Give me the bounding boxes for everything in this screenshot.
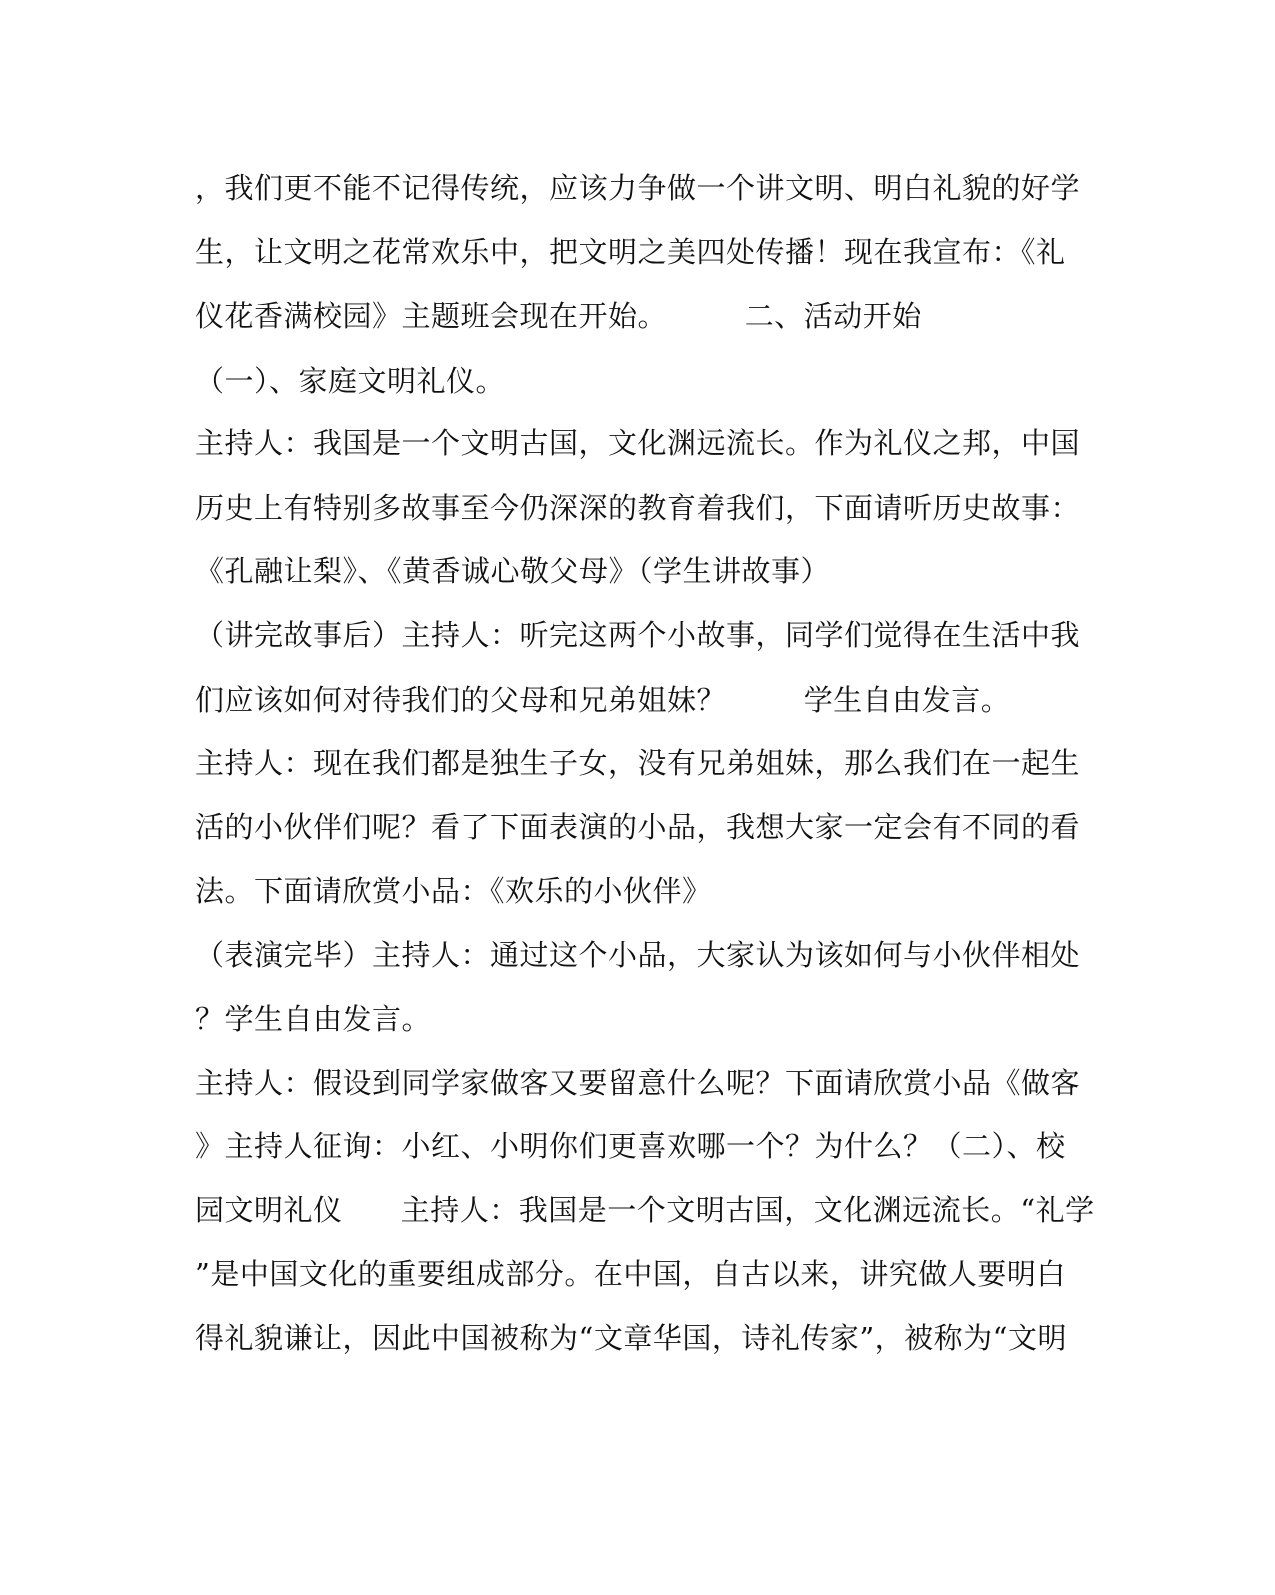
text-line: 得礼貌谦让，因此中国被称为“文章华国，诗礼传家”，被称为“文明 bbox=[195, 1321, 1067, 1355]
text-line: 活的小伙伴们呢？看了下面表演的小品，我想大家一定会有不同的看 bbox=[195, 810, 1081, 844]
text-line: 《孔融让梨》、《黄香诚心敬父母》（学生讲故事） bbox=[195, 554, 831, 588]
text-line: 生，让文明之花常欢乐中，把文明之美四处传播！现在我宣布：《礼 bbox=[195, 235, 1066, 269]
text-line: ”是中国文化的重要组成部分。在中国，自古以来，讲究做人要明白 bbox=[195, 1257, 1066, 1291]
text-line: ，我们更不能不记得传统，应该力争做一个讲文明、明白礼貌的好学 bbox=[195, 171, 1081, 205]
text-line: （表演完毕）主持人：通过这个小品，大家认为该如何与小伙伴相处 bbox=[195, 938, 1081, 972]
text-line: （讲完故事后）主持人：听完这两个小故事，同学们觉得在生活中我 bbox=[195, 618, 1081, 652]
text-line: ？学生自由发言。 bbox=[195, 1002, 432, 1036]
text-line: 》主持人征询：小红、小明你们更喜欢哪一个？为什么？（二）、校 bbox=[195, 1129, 1066, 1163]
text-line: 主持人：假设到同学家做客又要留意什么呢？下面请欣赏小品《做客 bbox=[195, 1066, 1081, 1100]
text-line: 法。下面请欣赏小品：《欢乐的小伙伴》 bbox=[195, 874, 712, 908]
text-line: 主持人：我国是一个文明古国，文化渊远流长。作为礼仪之邦，中国 bbox=[195, 426, 1081, 460]
text-line: 历史上有特别多故事至今仍深深的教育着我们，下面请听历史故事： bbox=[195, 491, 1081, 525]
text-line: 主持人：现在我们都是独生子女，没有兄弟姐妹，那么我们在一起生 bbox=[195, 746, 1081, 780]
text-line: 仪花香满校园》主题班会现在开始。 二、活动开始 bbox=[195, 299, 922, 333]
text-line: 们应该如何对待我们的父母和兄弟姐妹？ 学生自由发言。 bbox=[195, 683, 1011, 717]
text-line: 园文明礼仪 主持人：我国是一个文明古国，文化渊远流长。“礼学 bbox=[195, 1193, 1095, 1227]
text-line: （一）、家庭文明礼仪。 bbox=[195, 364, 506, 398]
